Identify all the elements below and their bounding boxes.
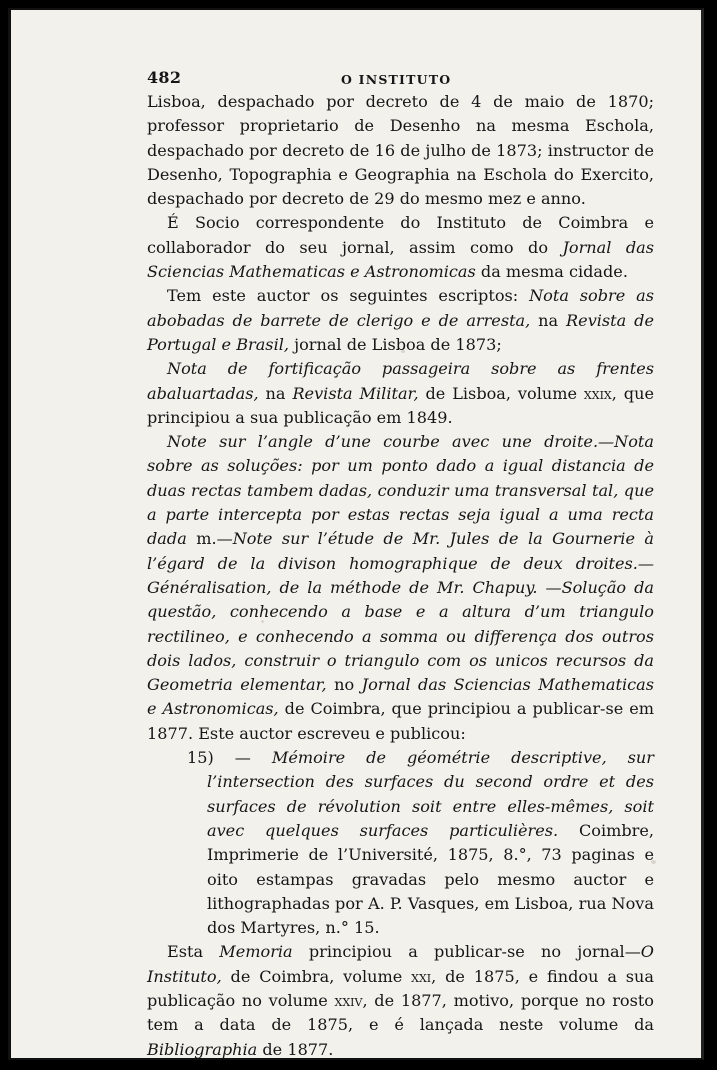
text: de Coimbra, volume xyxy=(221,966,412,986)
work-title: Memoria xyxy=(219,942,293,962)
page-body xyxy=(147,56,654,1060)
work-titles: Note sur l’angle d’une courbe avec une droite.—Nota sobre as soluções: por um ponto dado a igual distancia de duas rectas tambem dadas, conduzir uma transversal tal, que a parte intercepta por estas rectas seja igual a uma recta dada xyxy=(147,432,654,549)
volume-numeral: xxiv xyxy=(334,990,363,1010)
work-title: Bibliographia xyxy=(147,1039,258,1059)
work-titles: —Note sur l’étude de Mr. Jules de la Gournerie à l’égard de la divison homographique de deux droites.—Généralisation, de la méthode de Mr. Chapuy. —Solução da questão, conhecendo a base e a altura d’um triangulo rectilineo, e conhecendo a somma ou differença dos outros dois lados, construir o triangulo com os unicos recursos da Geometria elementar, xyxy=(147,529,654,695)
text: na xyxy=(530,310,567,330)
text: , que principiou a sua publicação em 1849. xyxy=(147,383,654,427)
paragraph-career xyxy=(147,90,654,211)
bibliography-entry-15 xyxy=(187,746,654,940)
paragraph-membership xyxy=(147,211,654,284)
text: na xyxy=(258,383,293,403)
paragraph-fortification xyxy=(147,357,654,430)
text: m. xyxy=(196,529,217,549)
paragraph-notes xyxy=(147,430,654,746)
text: principiou a publicar-se no jornal— xyxy=(292,942,641,962)
text: Tem este auctor os seguintes escriptos: xyxy=(167,286,530,306)
scanned-page xyxy=(8,8,704,1060)
journal-title: Revista Militar, xyxy=(292,383,419,403)
text: de Coimbra, que principiou a publicar-se em 1877. Este auctor escreveu e publicou: xyxy=(147,699,654,743)
journal-title: Revista de Portugal e Brasil, xyxy=(147,310,654,354)
paragraph-memoria xyxy=(147,940,654,1060)
text: , de 1875, e findou a sua publicação no volume xyxy=(147,966,654,1010)
volume-numeral: xxix xyxy=(583,383,612,403)
page-number: 482 xyxy=(147,68,182,87)
journal-title: O Instituto, xyxy=(147,942,654,986)
text: Esta xyxy=(167,942,220,962)
journal-title: Jornal das Sciencias Mathematicas e Astronomicas xyxy=(147,237,654,282)
running-head xyxy=(147,56,654,90)
running-title: O INSTITUTO xyxy=(341,72,452,87)
text: , de 1877, motivo, porque no rosto tem a data de 1875, e é lançada neste volume da xyxy=(147,990,654,1035)
work-title: Nota sobre as abobadas de barrete de clerigo e de arresta, xyxy=(147,286,654,330)
volume-numeral: xxi xyxy=(411,966,432,986)
text: Coimbre, Imprimerie de l’Université, 1875, 8.°, 73 paginas e oito estampas gravadas pelo mesmo auctor e lithographadas por A. P. Vasques, em Lisboa, rua Nova dos Martyres, n.° 15. xyxy=(207,820,654,938)
text: de Lisboa, volume xyxy=(418,383,584,403)
work-title: Mémoire de géométrie descriptive, sur l’intersection des surfaces du second ordre et des surfaces de révolution soit entre elles-mêmes, soit avec quelques surfaces particulières. xyxy=(207,748,654,840)
journal-title: Jornal das Sciencias Mathematicas e Astronomicas, xyxy=(147,675,654,719)
text: no xyxy=(326,675,362,695)
text: de 1877. xyxy=(257,1039,334,1059)
work-title: Nota de fortificação passageira sobre as frentes abaluartadas, xyxy=(147,359,654,403)
entry-number: 15) — xyxy=(187,748,272,768)
text: É Socio correspondente do Instituto de Coimbra e collaborador do seu jornal, assim como do xyxy=(147,213,654,257)
paragraph-writings xyxy=(147,284,654,357)
text: jornal de Lisboa de 1873; xyxy=(288,334,502,354)
text: da mesma cidade. xyxy=(475,262,628,282)
text: Lisboa, despachado por decreto de 4 de maio de 1870; professor proprietario de Desenho na mesma Eschola, despachado por decreto de 16 de julho de 1873; instructor de Desenho, Topographia e Geographia na Eschola do Exercito, despachado por decreto de 29 do mesmo mez e anno. xyxy=(147,92,654,209)
